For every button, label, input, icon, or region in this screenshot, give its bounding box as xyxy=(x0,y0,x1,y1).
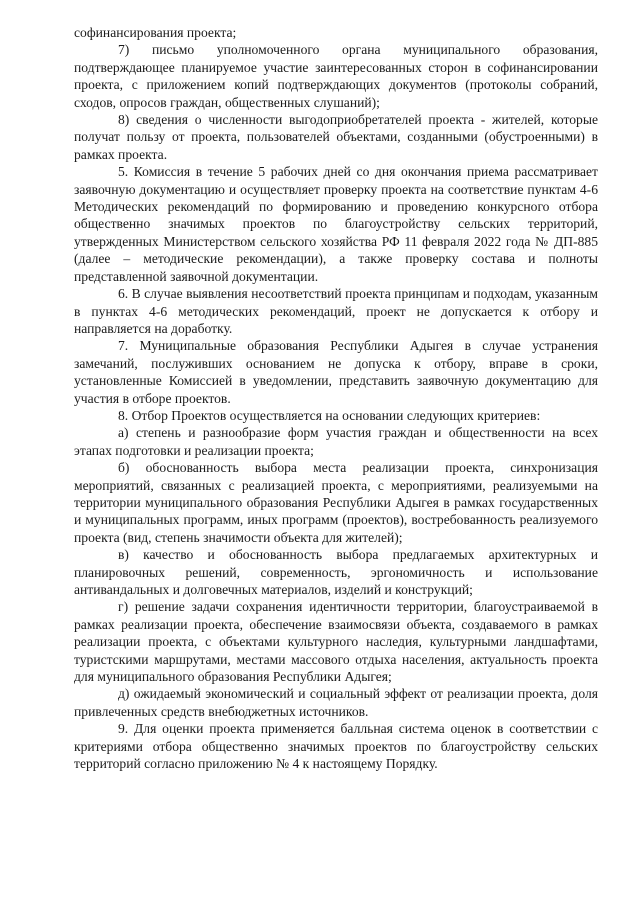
paragraph-criterion-a: а) степень и разнообразие форм участия граждан и общественности на всех этапах подготовки и реализации проекта; xyxy=(74,425,598,458)
paragraph-clause-5: 5. Комиссия в течение 5 рабочих дней со дня окончания приема рассматривает заявочную документацию и осуществляет проверку проекта на соответствие пунктам 4-6 Методических рекомендаций по формированию и проведению конкурсного отбора общественно значимых проектов по благоустройству сельских территорий, утвержденных Министерством сельского хозяйства РФ 11 февраля 2022 года № ДП-885 (далее – методические рекомендации), а также проверку состава и полноты представленной заявочной документации. xyxy=(74,164,598,284)
paragraph-item-8-beneficiaries: 8) сведения о численности выгодоприобретателей проекта - жителей, которые получат пользу от проекта, пользователей объектами, созданными (обустроенными) в рамках проекта. xyxy=(74,112,598,162)
paragraph-criterion-b: б) обоснованность выбора места реализации проекта, синхронизация мероприятий, связанных с реализацией проекта, с мероприятиями, реализуемыми на территории муниципального образования Республики Адыгея в рамках государственных и муниципальных программ, иных программ (проектов), востребованность реализуемого проекта (вид, степень значимости объекта для жителей); xyxy=(74,460,598,545)
paragraph-continuation: софинансирования проекта; xyxy=(74,25,237,40)
paragraph-criterion-d: д) ожидаемый экономический и социальный эффект от реализации проекта, доля привлеченных средств внебюджетных источников. xyxy=(74,686,598,719)
document-page xyxy=(74,24,598,772)
paragraph-clause-9: 9. Для оценки проекта применяется балльная система оценок в соответствии с критериями отбора общественно значимых проектов по благоустройству сельских территорий согласно приложению № 4 к настоящему Порядку. xyxy=(74,721,598,772)
paragraph-criterion-v: в) качество и обоснованность выбора предлагаемых архитектурных и планировочных решений, современность, эргономичность и использование антивандальных и долговечных материалов, изделий и конструкций; xyxy=(74,547,598,597)
paragraph-criterion-g: г) решение задачи сохранения идентичности территории, благоустраиваемой в рамках реализации проекта, обеспечение взаимосвязи объекта, создаваемого в рамках реализации проекта, с объектами культурного наследия, культурными ландшафтами, туристскими маршрутами, местами массового отдыха населения, актуальность проекта для муниципального образования Республики Адыгея; xyxy=(74,599,598,685)
paragraph-clause-8: 8. Отбор Проектов осуществляется на основании следующих критериев: xyxy=(118,407,541,423)
paragraph-clause-7: 7. Муниципальные образования Республики Адыгея в случае устранения замечаний, послуживших основанием не допуска к отбору, вправе в сроки, установленные Комиссией в уведомлении, представить заявочную документацию для участия в отборе проектов. xyxy=(74,338,598,406)
paragraph-item-7-letter: 7) письмо уполномоченного органа муниципального образования, подтверждающее планируемое участие заинтересованных сторон в софинансировании проекта, с приложением копий подтверждающих документов (протоколы собраний, сходов, опросов граждан, общественных слушаний); xyxy=(74,42,598,110)
paragraph-clause-6: 6. В случае выявления несоответствий проекта принципам и подходам, указанным в пунктах 4-6 методических рекомендаций, проект не допускается к отбору и направляется на доработку. xyxy=(74,286,598,336)
